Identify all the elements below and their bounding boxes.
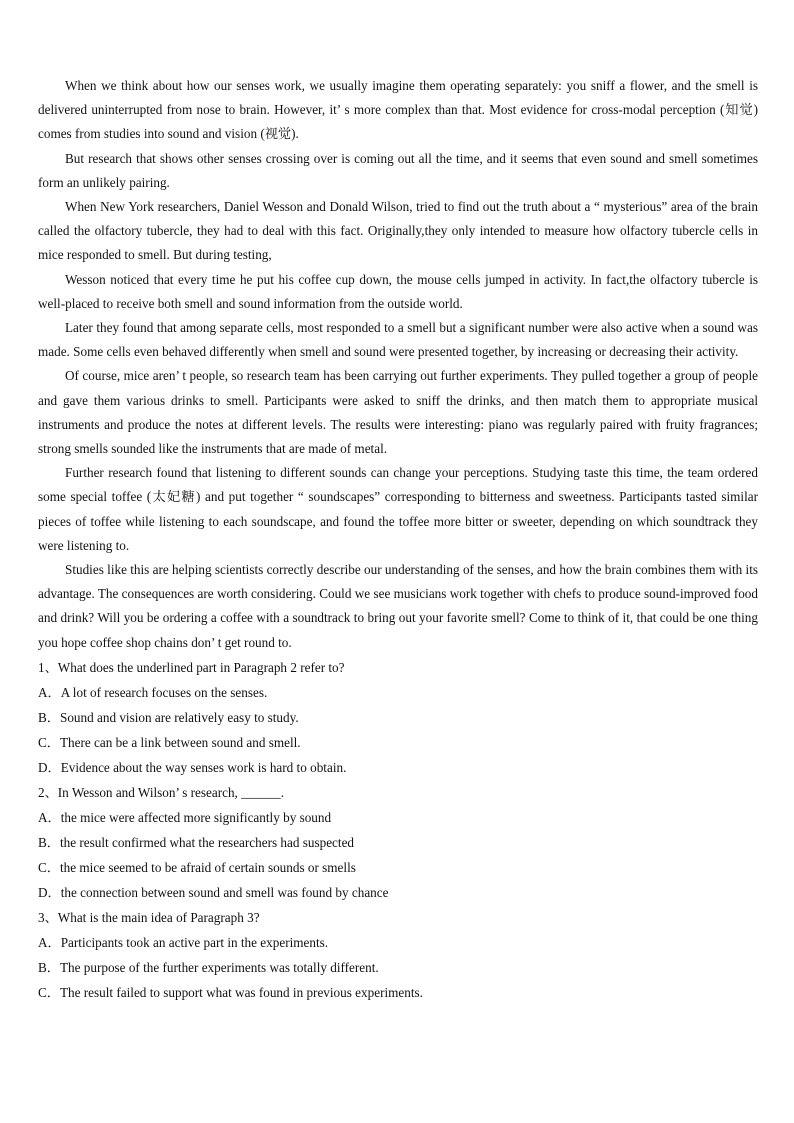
option-letter: A． (38, 809, 61, 825)
answer-option (38, 680, 758, 705)
question-list (38, 655, 758, 1005)
paragraph-4: Wesson noticed that every time he put his coffee cup down, the mouse cells jumped in activity. In fact,the olfactory tubercle is well-placed to receive both smell and sound information from the outside world. (38, 271, 758, 311)
option-text: The purpose of the further experiments was totally different. (59, 959, 379, 975)
document-page (38, 74, 758, 1005)
answer-option (38, 880, 758, 905)
question-1 (38, 655, 758, 780)
answer-option (38, 755, 758, 780)
question-stem: 3、What is the main idea of Paragraph 3? (38, 909, 260, 925)
paragraph-2: But research that shows other senses crossing over is coming out all the time, and it seems that even sound and smell sometimes form an unlikely pairing. (38, 150, 758, 190)
option-letter: D． (38, 884, 61, 900)
option-letter: A． (38, 684, 61, 700)
option-text: Participants took an active part in the experiments. (60, 934, 329, 950)
option-text: the result confirmed what the researchers had suspected (59, 834, 355, 850)
option-letter: B． (38, 834, 60, 850)
option-letter: A． (38, 934, 61, 950)
paragraph-1: When we think about how our senses work, we usually imagine them operating separately: you sniff a flower, and the smell is delivered uninterrupted from nose to brain. However, it’ s more complex than that. Most evidence for cross-modal perception (知觉) comes from studies into sound and vision (视觉). (38, 78, 758, 142)
answer-option (38, 830, 758, 855)
option-letter: B． (38, 959, 60, 975)
option-text: the mice were affected more significantly by sound (60, 809, 332, 825)
option-text: the connection between sound and smell was found by chance (60, 884, 389, 900)
answer-option (38, 805, 758, 830)
paragraph-8: Studies like this are helping scientists correctly describe our understanding of the senses, and how the brain combines them with its advantage. The consequences are worth considering. Could we see musicians work together with chefs to produce sound-improved food and drink? Will you be ordering a coffee with a soundtrack to bring out your favorite smell? Come to think of it, that could be one thing you hope coffee shop chains don’ t get round to. (38, 562, 758, 650)
option-text: A lot of research focuses on the senses. (60, 684, 268, 700)
answer-option (38, 705, 758, 730)
answer-option (38, 980, 758, 1005)
answer-option (38, 955, 758, 980)
paragraph-3: When New York researchers, Daniel Wesson and Donald Wilson, tried to find out the truth about a “ mysterious” area of the brain called the olfactory tubercle, they had to deal with this fact. Originally,they only intended to measure how olfactory tubercle cells in mice responded to smell. But during testing, (38, 199, 758, 263)
question-stem: 1、What does the underlined part in Paragraph 2 refer to? (38, 659, 345, 675)
answer-option (38, 855, 758, 880)
question-3 (38, 905, 758, 1005)
paragraph-7: Further research found that listening to different sounds can change your perceptions. Studying taste this time, the team ordered some special toffee (太妃糖) and put together “ soundscapes” corresponding to bitterness and sweetness. Participants tasted similar pieces of toffee while listening to each soundscape, and found the toffee more bitter or sweeter, depending on which soundtrack they were listening to. (38, 465, 758, 553)
option-text: The result failed to support what was found in previous experiments. (59, 984, 423, 1000)
question-2 (38, 780, 758, 905)
option-letter: C． (38, 734, 60, 750)
option-letter: C． (38, 859, 60, 875)
option-text: There can be a link between sound and smell. (59, 734, 301, 750)
option-letter: C． (38, 984, 60, 1000)
option-text: the mice seemed to be afraid of certain sounds or smells (59, 859, 356, 875)
paragraph-5: Later they found that among separate cells, most responded to a smell but a significant number were also active when a sound was made. Some cells even behaved differently when smell and sound were presented together, by increasing or decreasing their activity. (38, 320, 758, 360)
option-letter: B． (38, 709, 60, 725)
option-text: Evidence about the way senses work is hard to obtain. (60, 759, 347, 775)
answer-option (38, 730, 758, 755)
option-text: Sound and vision are relatively easy to study. (59, 709, 299, 725)
question-stem: 2、In Wesson and Wilson’ s research, ______. (38, 784, 284, 800)
paragraph-6: Of course, mice aren’ t people, so research team has been carrying out further experiments. They pulled together a group of people and gave them various drinks to smell. Participants were asked to sniff the drinks, and then match them to appropriate musical instruments and produce the notes at different levels. The results were interesting: piano was regularly paired with fruity fragrances; strong smells sounded like the instruments that are made of metal. (38, 368, 758, 457)
reading-passage (38, 74, 758, 655)
option-letter: D． (38, 759, 61, 775)
answer-option (38, 930, 758, 955)
